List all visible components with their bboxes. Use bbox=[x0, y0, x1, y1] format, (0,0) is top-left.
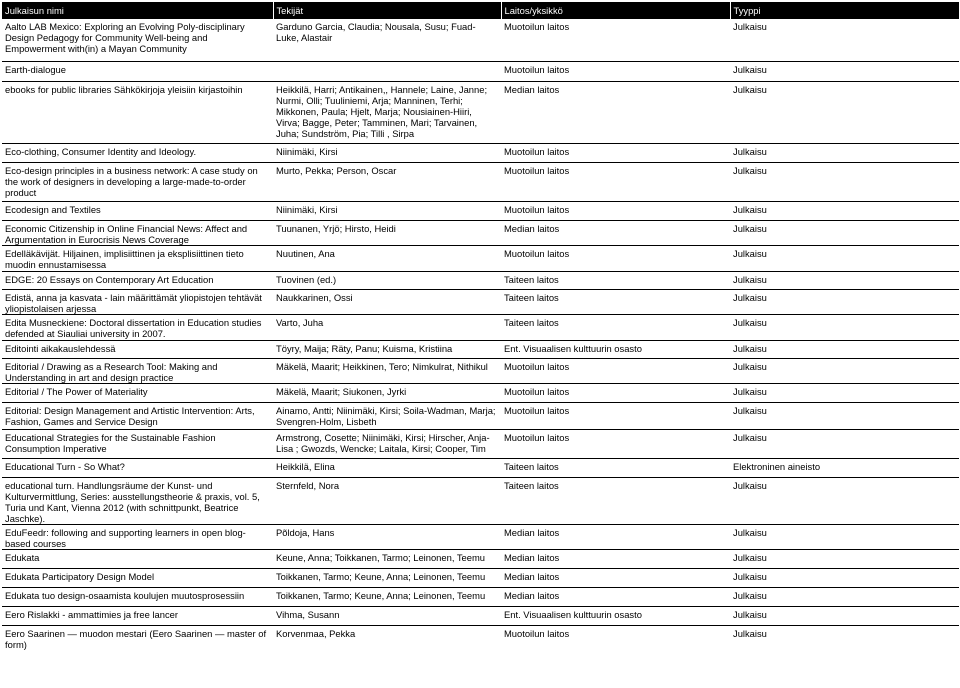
cell-unit: Taiteen laitos bbox=[501, 458, 730, 477]
cell-authors: Nuutinen, Ana bbox=[273, 245, 501, 271]
table-row bbox=[2, 245, 959, 271]
cell-type: Julkaisu bbox=[730, 81, 959, 143]
cell-type: Julkaisu bbox=[730, 429, 959, 458]
cell-publication-name: Editointi aikakauslehdessä bbox=[2, 340, 273, 358]
table-row bbox=[2, 606, 959, 625]
table-row bbox=[2, 568, 959, 587]
cell-authors: Sternfeld, Nora bbox=[273, 477, 501, 524]
cell-publication-name: Eero Rislakki - ammattimies ja free lancer bbox=[2, 606, 273, 625]
table-header bbox=[2, 2, 959, 19]
cell-unit: Taiteen laitos bbox=[501, 271, 730, 289]
cell-type: Julkaisu bbox=[730, 606, 959, 625]
column-header-unit: Laitos/yksikkö bbox=[501, 2, 730, 19]
cell-type: Julkaisu bbox=[730, 625, 959, 651]
cell-authors: Keune, Anna; Toikkanen, Tarmo; Leinonen, Teemu bbox=[273, 549, 501, 568]
cell-type: Julkaisu bbox=[730, 314, 959, 340]
table-row bbox=[2, 458, 959, 477]
cell-publication-name: Editorial / The Power of Materiality bbox=[2, 383, 273, 402]
table-row bbox=[2, 477, 959, 524]
cell-unit: Muotoilun laitos bbox=[501, 383, 730, 402]
cell-type: Julkaisu bbox=[730, 587, 959, 606]
cell-unit: Muotoilun laitos bbox=[501, 143, 730, 162]
cell-unit: Median laitos bbox=[501, 587, 730, 606]
cell-type: Julkaisu bbox=[730, 524, 959, 549]
column-header-name: Julkaisun nimi bbox=[2, 2, 273, 19]
cell-type: Julkaisu bbox=[730, 162, 959, 201]
table-row bbox=[2, 81, 959, 143]
cell-publication-name: Economic Citizenship in Online Financial News: Affect and Argumentation in Eurocrisis News Coverage bbox=[2, 220, 273, 245]
table-row bbox=[2, 314, 959, 340]
cell-publication-name: EduFeedr: following and supporting learners in open blog-based courses bbox=[2, 524, 273, 549]
cell-type: Julkaisu bbox=[730, 477, 959, 524]
cell-publication-name: Edelläkävijät. Hiljainen, implisiittinen ja eksplisiittinen tieto muodin ennustamisessa bbox=[2, 245, 273, 271]
cell-unit: Muotoilun laitos bbox=[501, 358, 730, 383]
cell-authors: Toikkanen, Tarmo; Keune, Anna; Leinonen, Teemu bbox=[273, 568, 501, 587]
cell-publication-name: Editorial / Drawing as a Research Tool: Making and Understanding in art and design practice bbox=[2, 358, 273, 383]
cell-type: Julkaisu bbox=[730, 383, 959, 402]
cell-unit: Muotoilun laitos bbox=[501, 429, 730, 458]
cell-authors: Tuovinen (ed.) bbox=[273, 271, 501, 289]
cell-publication-name: Eco-design principles in a business network: A case study on the work of designers in developing a large-made-to-order product bbox=[2, 162, 273, 201]
cell-unit: Muotoilun laitos bbox=[501, 61, 730, 81]
cell-publication-name: Edistä, anna ja kasvata - lain määrittämät yliopistojen tehtävät yliopistolaisen arjessa bbox=[2, 289, 273, 314]
cell-publication-name: Earth-dialogue bbox=[2, 61, 501, 81]
table-row bbox=[2, 402, 959, 429]
table-row bbox=[2, 162, 959, 201]
table-row bbox=[2, 587, 959, 606]
cell-authors: Korvenmaa, Pekka bbox=[273, 625, 501, 651]
publications-table bbox=[2, 2, 959, 651]
table-row bbox=[2, 201, 959, 220]
cell-type: Julkaisu bbox=[733, 21, 767, 32]
table-row bbox=[2, 625, 959, 651]
cell-publication-name: Edukata tuo design-osaamista koulujen muutosprosessiin bbox=[2, 587, 273, 606]
cell-publication-name: Eero Saarinen — muodon mestari (Eero Saarinen — master of form) bbox=[2, 625, 273, 651]
cell-authors: Heikkilä, Harri; Antikainen,, Hannele; Laine, Janne; Nurmi, Olli; Tuuliniemi, Arja; Manninen, Terhi; Mikkonen, Paula; Hjelt, Marja; Nousiainen-Hiiri, Virva; Bagge, Peter; Tamminen, Mari; Tarvainen, Juha; Sundström, Pia; Tilli , Sirpa bbox=[273, 81, 501, 143]
cell-authors: Garduno Garcia, Claudia; Nousala, Susu; Fuad-Luke, Alastair bbox=[276, 21, 476, 43]
table-row bbox=[2, 19, 959, 61]
cell-unit: Median laitos bbox=[501, 220, 730, 245]
cell-unit: Ent. Visuaalisen kulttuurin osasto bbox=[501, 340, 730, 358]
cell-type: Julkaisu bbox=[730, 549, 959, 568]
cell-unit: Muotoilun laitos bbox=[501, 201, 730, 220]
cell-publication-name: Edita Musneckiene: Doctoral dissertation in Education studies defended at Siauliai university in 2007. bbox=[2, 314, 273, 340]
cell-unit: Median laitos bbox=[501, 81, 730, 143]
table-row bbox=[2, 61, 959, 81]
cell-unit: Muotoilun laitos bbox=[501, 245, 730, 271]
table-row bbox=[2, 143, 959, 162]
cell-type: Julkaisu bbox=[730, 143, 959, 162]
table-row bbox=[2, 271, 959, 289]
cell-type: Julkaisu bbox=[730, 568, 959, 587]
cell-type: Julkaisu bbox=[730, 340, 959, 358]
cell-authors: Töyry, Maija; Räty, Panu; Kuisma, Kristiina bbox=[273, 340, 501, 358]
column-header-authors: Tekijät bbox=[273, 2, 501, 19]
cell-type: Julkaisu bbox=[730, 289, 959, 314]
cell-publication-name: Ecodesign and Textiles bbox=[2, 201, 273, 220]
cell-publication-name: Aalto LAB Mexico: Exploring an Evolving Poly-disciplinary Design Pedagogy for Community Well-being and Empowerment with(in) a Mayan Community bbox=[5, 21, 245, 54]
cell-publication-name: ebooks for public libraries Sähkökirjoja yleisiin kirjastoihin bbox=[2, 81, 273, 143]
cell-publication-name: EDGE: 20 Essays on Contemporary Art Education bbox=[2, 271, 273, 289]
cell-publication-name: Edukata bbox=[2, 549, 273, 568]
cell-publication-name: Educational Turn - So What? bbox=[2, 458, 273, 477]
table-row bbox=[2, 383, 959, 402]
cell-authors: Ainamo, Antti; Niinimäki, Kirsi; Soila-Wadman, Marja; Svengren-Holm, Lisbeth bbox=[273, 402, 501, 429]
cell-type: Elektroninen aineisto bbox=[730, 458, 959, 477]
cell-authors: Varto, Juha bbox=[273, 314, 501, 340]
cell-unit: Median laitos bbox=[501, 568, 730, 587]
cell-publication-name: educational turn. Handlungsräume der Kunst- und Kulturvermittlung, Series: ausstellungstheorie & praxis, vol. 5, Turia und Kant, Vienna 2012 (with schnittpunkt, Beatrice Jaschke). bbox=[2, 477, 273, 524]
cell-type: Julkaisu bbox=[730, 358, 959, 383]
table-row bbox=[2, 220, 959, 245]
cell-unit: Taiteen laitos bbox=[501, 289, 730, 314]
column-header-type: Tyyppi bbox=[730, 2, 959, 19]
cell-authors: Toikkanen, Tarmo; Keune, Anna; Leinonen, Teemu bbox=[273, 587, 501, 606]
cell-authors: Põldoja, Hans bbox=[273, 524, 501, 549]
cell-unit: Ent. Visuaalisen kulttuurin osasto bbox=[501, 606, 730, 625]
table-row bbox=[2, 289, 959, 314]
cell-publication-name: Editorial: Design Management and Artistic Intervention: Arts, Fashion, Games and Service Design bbox=[2, 402, 273, 429]
cell-publication-name: Edukata Participatory Design Model bbox=[2, 568, 273, 587]
cell-authors: Murto, Pekka; Person, Oscar bbox=[273, 162, 501, 201]
cell-authors: Armstrong, Cosette; Niinimäki, Kirsi; Hirscher, Anja-Lisa ; Gwozds, Wencke; Laitala, Kirsi; Cooper, Tim bbox=[273, 429, 501, 458]
cell-authors: Tuunanen, Yrjö; Hirsto, Heidi bbox=[273, 220, 501, 245]
cell-authors: Naukkarinen, Ossi bbox=[273, 289, 501, 314]
cell-authors: Niinimäki, Kirsi bbox=[273, 143, 501, 162]
cell-publication-name: Eco-clothing, Consumer Identity and Ideology. bbox=[2, 143, 273, 162]
cell-unit: Muotoilun laitos bbox=[501, 625, 730, 651]
cell-unit: Muotoilun laitos bbox=[501, 162, 730, 201]
cell-authors: Heikkilä, Elina bbox=[273, 458, 501, 477]
cell-authors: Mäkelä, Maarit; Heikkinen, Tero; Nimkulrat, Nithikul bbox=[273, 358, 501, 383]
cell-unit: Muotoilun laitos bbox=[504, 21, 570, 32]
table-row bbox=[2, 429, 959, 458]
cell-type: Julkaisu bbox=[730, 201, 959, 220]
cell-type: Julkaisu bbox=[730, 245, 959, 271]
table-row bbox=[2, 549, 959, 568]
cell-type: Julkaisu bbox=[730, 271, 959, 289]
table-body bbox=[2, 19, 959, 651]
cell-authors: Mäkelä, Maarit; Siukonen, Jyrki bbox=[273, 383, 501, 402]
cell-type: Julkaisu bbox=[730, 61, 959, 81]
cell-authors: Niinimäki, Kirsi bbox=[273, 201, 501, 220]
cell-authors: Vihma, Susann bbox=[273, 606, 501, 625]
cell-type: Julkaisu bbox=[730, 402, 959, 429]
cell-publication-name: Educational Strategies for the Sustainable Fashion Consumption Imperative bbox=[2, 429, 273, 458]
table-row bbox=[2, 340, 959, 358]
cell-unit: Median laitos bbox=[501, 524, 730, 549]
cell-unit: Taiteen laitos bbox=[501, 477, 730, 524]
table-row bbox=[2, 524, 959, 549]
cell-unit: Taiteen laitos bbox=[501, 314, 730, 340]
cell-unit: Muotoilun laitos bbox=[501, 402, 730, 429]
cell-unit: Median laitos bbox=[501, 549, 730, 568]
cell-type: Julkaisu bbox=[730, 220, 959, 245]
table-row bbox=[2, 358, 959, 383]
